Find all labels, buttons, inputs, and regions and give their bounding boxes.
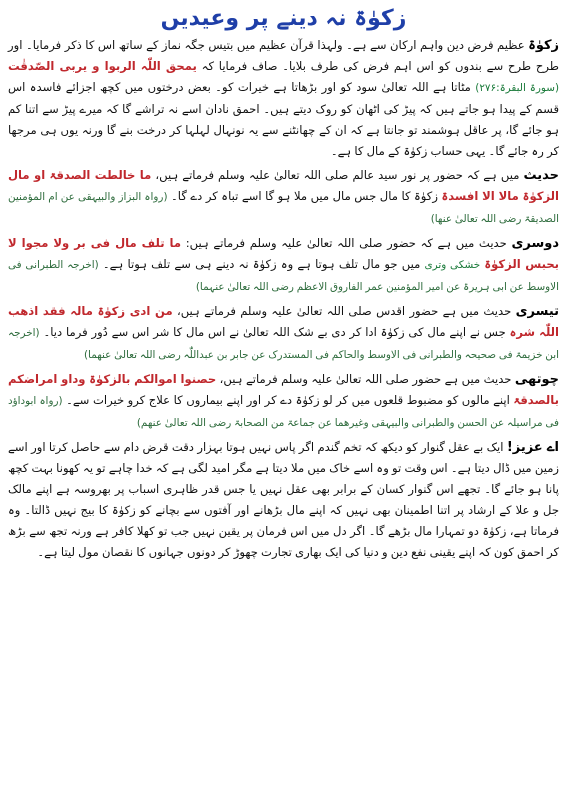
hadith-1-reference: (رواہ البزاز والبیہقی عن ام المؤمنین الصدیقۃ رضی اللہ تعالیٰ عنھا)	[8, 191, 559, 225]
hadith-1	[8, 165, 559, 230]
hadith-4-translation: اپنے مالوں کو مضبوط قلعوں میں کر لو زکوٰۃ دے کر اور اپنے بیماروں کا علاج کرو خیرات سے۔	[66, 393, 510, 407]
hadith-4-text: حدیث میں ہے حضور صلی اللہ تعالیٰ علیہ وسلم فرماتے ہیں،	[219, 372, 512, 386]
hadith-2-reference: (اخرجہ الطبرانی فی الاوسط عن ابی ہریرۃ عن امیر المؤمنین عمر الفاروق الاعظم رضی اللہ تعالیٰ عنہما)	[8, 259, 559, 293]
hadith-4-arabic: حصنوا اموالکم بالزکوٰۃ وداو امراضکم بالصدقۃ	[8, 372, 559, 407]
intro-text-2: مٹاتا ہے اللہ تعالیٰ سود کو اور بڑھاتا ہے خیرات کو۔ بعض درختوں میں کچھ اجزائے فاسدہ اس قسم کے پیدا ہو جاتے ہیں کہ پیڑ کی اٹھان کو روک دیتے ہیں۔ احمق نادان اسے نہ تراشے گا کہ میرے پیڑ سے اتنا کم ہو جائے گا، پر عاقل ہوشمند تو جانتا ہے کہ ان کے چھانٹنے سے یہ نونہال لہلہا کر درخت بنے گا ورنہ یوں ہی مرجھا کر رہ جائے گا۔ یہی حساب زکوٰۃ کے مال کا ہے۔	[8, 80, 559, 158]
quran-verse: یمحق اللّٰہ الربوا و یربی الصّدقٰت	[8, 59, 197, 73]
hadith-3-text: حدیث میں ہے حضور اقدس صلی اللہ تعالیٰ علیہ وسلم فرماتے ہیں،	[176, 304, 512, 318]
hadith-4-reference: (رواہ ابوداؤد فی مراسیلہ عن الحسن والطبرانی والبیہقی وغیرھما عن جماعۃ من الصحابۃ رضی اللہ تعالیٰ عنھم)	[8, 395, 559, 429]
hadith-3-lead: تیسری	[515, 304, 560, 319]
hadith-1-text: میں ہے کہ حضور پر نور سید عالم صلی اللہ تعالیٰ علیہ وسلم فرماتے ہیں،	[155, 168, 520, 182]
hadith-2-text: حدیث میں ہے کہ حضور صلی اللہ تعالیٰ علیہ وسلم فرماتے ہیں:	[185, 236, 507, 250]
hadith-3-reference: (اخرجہ ابن خزیمۃ فی صحیحہ والطبرانی فی الاوسط والحاکم فی المستدرک عن جابر بن عبداللّٰہ رضی اللہ تعالیٰ عنھما)	[8, 327, 559, 361]
intro-lead: زکوٰۃ	[528, 38, 560, 53]
hadith-4	[8, 369, 559, 434]
hadith-2-translation: میں جو مال تلف ہوتا ہے وہ زکوٰۃ نہ دینے ہی سے تلف ہوتا ہے۔	[102, 257, 421, 271]
hadith-1-arabic: ما خالطت الصدقۃ او مال الزکوٰۃ مالا الا افسدۃ	[8, 168, 559, 203]
closing-lead: اے عزیز!	[506, 440, 559, 455]
hadith-3	[8, 301, 559, 366]
closing-paragraph	[8, 437, 559, 563]
closing-text: ایک بے عقل گنوار کو دیکھ کہ تخم گندم اگر پاس نہیں ہوتا بہزار دقت قرض دام سے حاصل کرتا اور اسے زمین میں ڈال دیتا ہے۔ اس وقت تو وہ اسے خاک میں ملا دیتا ہے مگر امید لگی ہے کہ خدا چاہے تو یہ کھونا بہت کچھ پانا ہو جائے گا۔ تجھے اس گنوار کسان کے برابر بھی عقل نہیں یا جس قدر ظاہری اسباب پر بھروسہ ہے اپنے مالک جل و علا کے ارشاد پر اتنا اطمینان بھی نہیں کہ اپنے مال بڑھانے اور آفتوں سے بچانے کو زکوٰۃ کا بیج نہیں ڈالتا۔ وہ فرماتا ہے، زکوٰۃ دو تمہارا مال بڑھے گا۔ اگر دل میں اس فرمان پر یقین نہیں جب تو کھلا کافر ہے ورنہ تجھ سے بڑھ کر احمق کون کہ اپنے یقینی نفع دین و دنیا کی ایک بھاری تجارت چھوڑ کر دونوں جہانوں کا نقصان مول لیتا ہے۔	[8, 440, 559, 559]
quran-reference: (سورۃ البقرۃ:۲۷۶)	[475, 82, 560, 94]
hadith-3-arabic: من ادی زکوٰۃ مالہ فقد اذھب اللّٰہ شرہ	[8, 304, 559, 339]
hadith-2-arabic: ما تلف مال فی بر ولا مجوا لا بحبس الزکوٰۃ	[8, 236, 560, 271]
hadith-2-arabic-tail: خشکی وتری	[424, 259, 481, 271]
hadith-4-lead: چوتھی	[514, 372, 560, 387]
intro-paragraph	[8, 35, 559, 162]
hadith-1-lead: حدیث	[523, 168, 559, 183]
intro-text-1: عظیم فرض دین واہم ارکان سے ہے۔ ولہذا قرآن عظیم میں بتیس جگہ نماز کے ساتھ اس کا ذکر فرمایا۔ اور طرح طرح سے بندوں کو اس اہم فرض کی طرف بلایا۔ صاف فرمایا کہ	[8, 38, 559, 73]
hadith-2-lead: دوسری	[511, 236, 559, 251]
hadith-3-translation: جس نے اپنے مال کی زکوٰۃ ادا کر دی بے شک اللہ تعالیٰ نے اس مال کا شر اس سے دُور فرما دیا۔	[43, 325, 506, 339]
hadith-2	[8, 233, 559, 298]
page-title: زکوٰۃ نہ دینے پر وعیدیں	[160, 6, 407, 31]
hadith-1-translation: زکوٰۃ کا مال جس مال میں ملا ہو گا اسے تباہ کر دے گا۔	[171, 189, 438, 203]
